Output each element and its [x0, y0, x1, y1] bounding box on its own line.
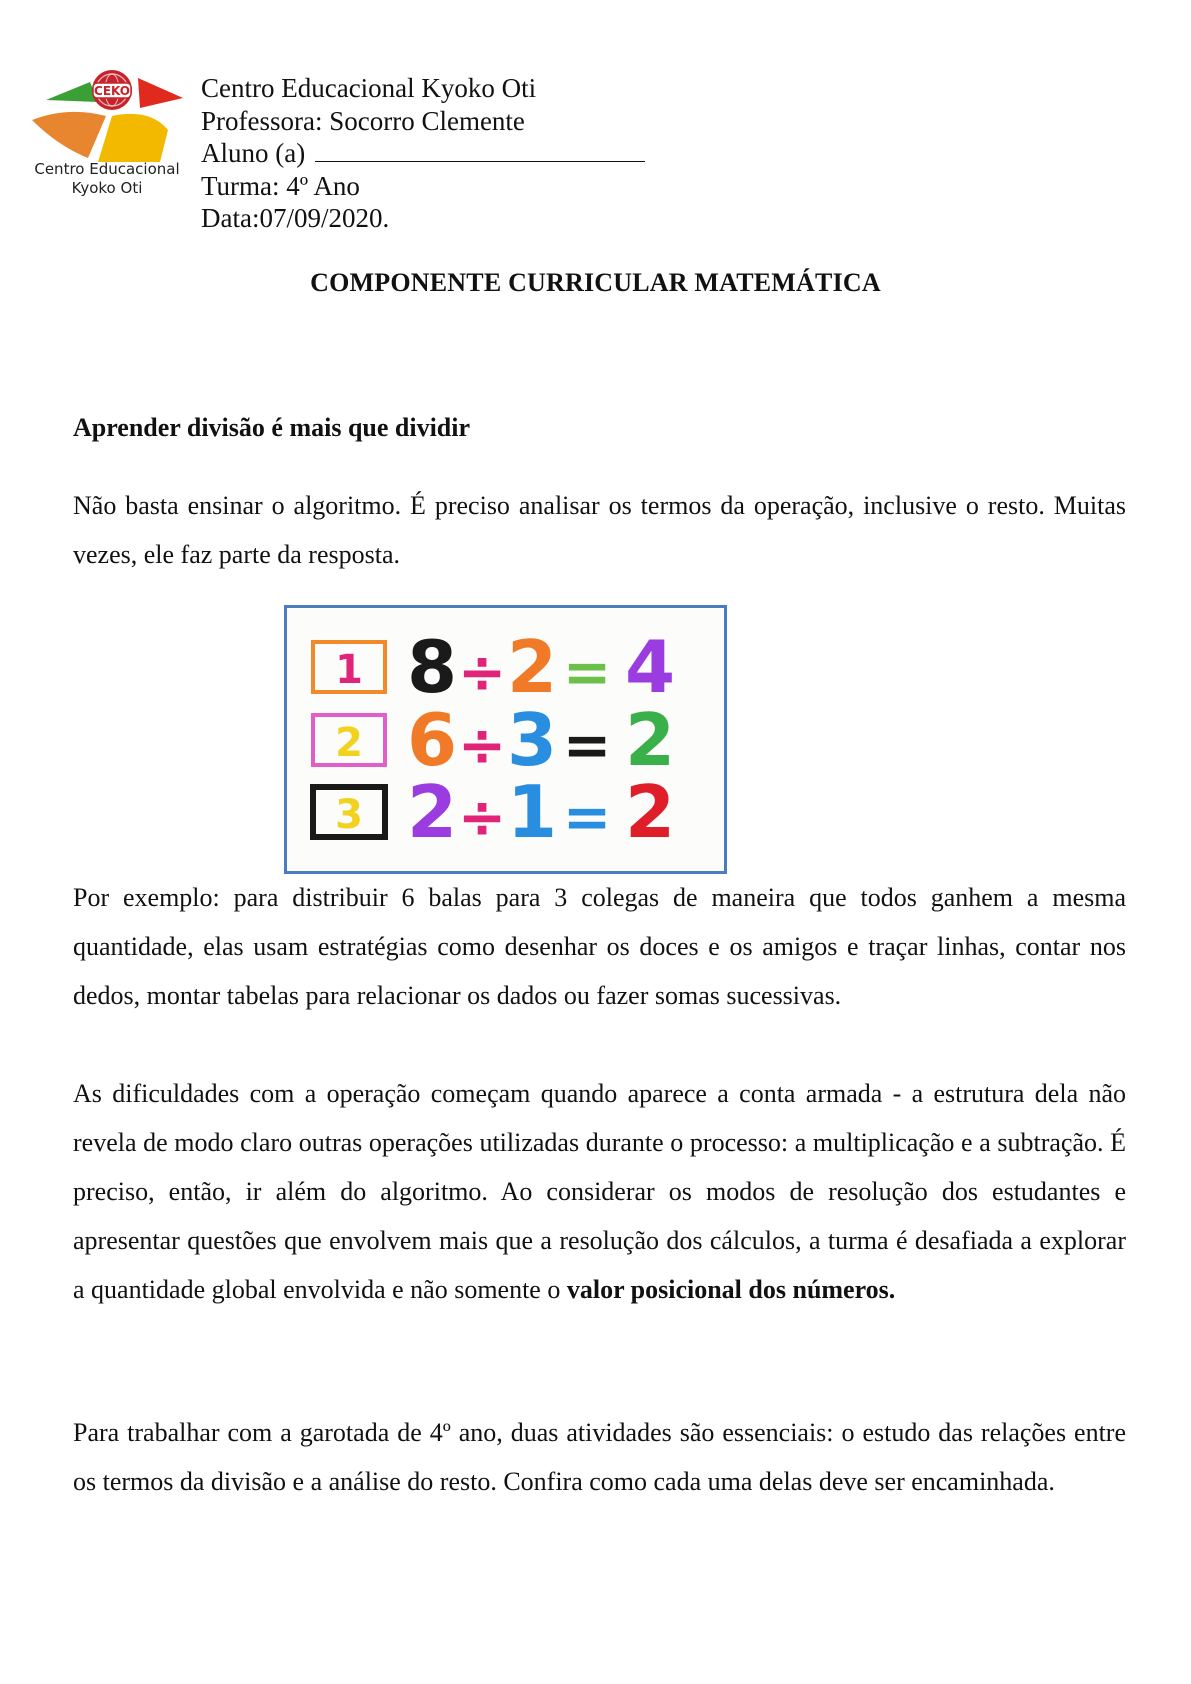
equation-quotient: 2 [624, 770, 676, 854]
student-name-blank[interactable] [315, 139, 645, 162]
equation-equals-sign: = [562, 711, 612, 779]
equation-row-1 [313, 625, 675, 709]
paragraph-4: Para trabalhar com a garotada de 4º ano, duas atividades são essenciais: o estudo das relações entre os termos da divisão e a análise do resto. Confira como cada uma delas deve ser encaminhada. [73, 1418, 1126, 1496]
logo-green-shape [46, 82, 98, 102]
equation-row-3 [313, 770, 675, 854]
date-info: Data:07/09/2020. [201, 203, 390, 233]
equation-equals-sign: = [562, 638, 612, 706]
equation-divisor: 2 [506, 625, 558, 709]
equation-dividend: 8 [406, 625, 458, 709]
paragraph-2 [73, 873, 1126, 1020]
equation-dividend: 2 [406, 770, 458, 854]
logo-mark-text: CEKO [94, 84, 130, 98]
division-examples-figure [284, 605, 727, 874]
class-info: Turma: 4º Ano [201, 170, 360, 201]
logo-caption [28, 160, 186, 198]
school-logo [28, 68, 198, 213]
paragraph-2-text-a: Por exemplo: para distribuir 6 balas para 3 colegas de maneira que todos ganhem a mesma quantidade, elas usam estratégias como desenhar os doces e os amigos e traçar linhas, contar [73, 883, 1126, 961]
equation-label-number: 2 [335, 720, 363, 766]
logo-mark-icon [28, 68, 198, 163]
logo-red-shape [138, 78, 183, 108]
school-name: Centro Educacional Kyoko Oti [201, 73, 537, 103]
equation-quotient: 2 [624, 698, 676, 782]
logo-yellow-shape [98, 114, 168, 162]
teacher-name: Professora: Socorro Clemente [201, 105, 525, 136]
equation-dividend: 6 [406, 698, 458, 782]
paragraph-3-text: As dificuldades com a operação começam quando aparece a conta armada - a estrutura dela não revela de modo claro outras operações utilizadas durante o processo: a multiplicação e a subtração. É preciso, então, ir além do algoritmo. Ao considerar os modos de resolução dos estudantes e apresentar questões que envolvem mais que a resolução dos cálculos, a turma é desafiada a explorar a quantidade global envolvida e não somente o [73, 1079, 1126, 1304]
equation-row-2 [313, 698, 675, 782]
document-title: COMPONENTE CURRICULAR MATEMÁTICA [310, 268, 881, 297]
student-label: Aluno (a) [201, 138, 306, 168]
equation-division-sign: ÷ [457, 711, 507, 779]
paragraph-3-bold-text: valor posicional dos números. [566, 1275, 896, 1304]
equation-division-sign: ÷ [457, 638, 507, 706]
division-examples-drawing [287, 608, 724, 871]
equation-divisor: 3 [506, 698, 558, 782]
equation-equals-sign: = [562, 783, 612, 851]
header-block [201, 72, 645, 235]
paragraph-3 [73, 1069, 1126, 1314]
student-field [201, 137, 645, 170]
logo-caption-line2: Kyoko Oti [71, 179, 143, 197]
equation-label-number: 3 [335, 792, 363, 838]
paragraph-1: Não basta ensinar o algoritmo. É preciso analisar os termos da operação, inclusive o resto. Muitas vezes, ele faz parte da resposta. [73, 491, 1126, 569]
logo-caption-line1: Centro Educacional [34, 160, 180, 178]
equation-quotient: 4 [624, 625, 676, 709]
logo-orange-shape [32, 112, 106, 158]
paragraph-2-text-b: nos dedos, montar tabelas para relacionar os dados ou fazer somas sucessivas. [73, 932, 1127, 1010]
equation-division-sign: ÷ [457, 783, 507, 851]
equation-divisor: 1 [506, 770, 558, 854]
section-heading: Aprender divisão é mais que dividir [73, 413, 471, 442]
equation-label-number: 1 [335, 647, 363, 693]
